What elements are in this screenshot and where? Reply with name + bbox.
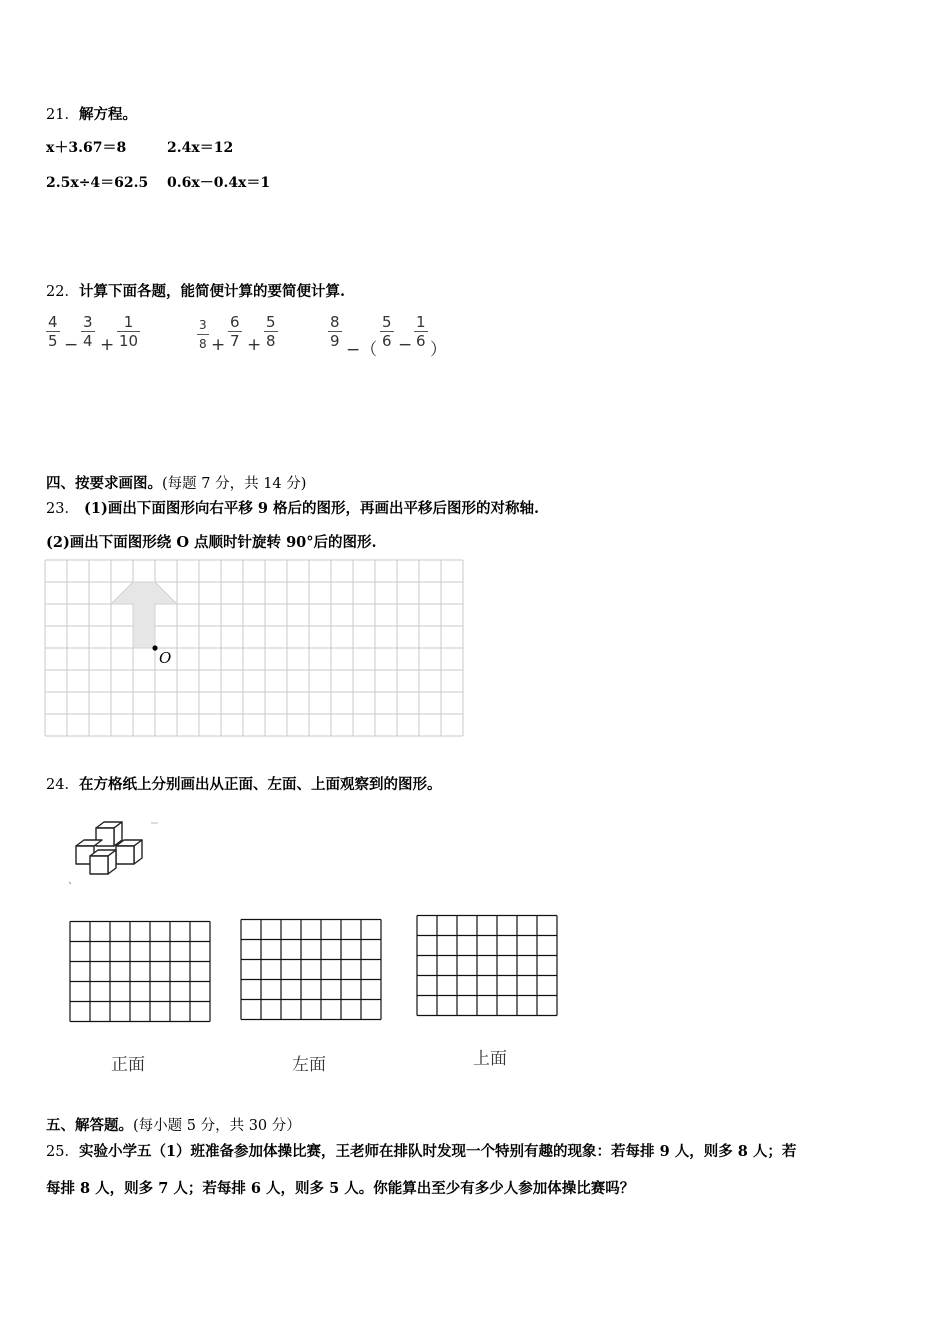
q25-number: 25． [46, 1144, 79, 1160]
q24-number: 24． [46, 777, 79, 793]
q22-e3-op2: − [398, 335, 413, 355]
cube-figure [66, 820, 162, 890]
label-top: 上面 [473, 1049, 507, 1069]
numerator: 8 [330, 313, 340, 331]
point-o-label: O [159, 649, 172, 667]
grid-front [69, 920, 212, 1043]
grid-top [416, 914, 559, 1037]
q23-part2: (2)画出下面图形绕 O 点顺时针旋转 90°后的图形. [46, 534, 377, 551]
q22-e1-op2: + [100, 335, 115, 355]
arrow-shape [111, 582, 177, 648]
denominator: 9 [330, 332, 340, 350]
q22-e2-frac1 [197, 316, 209, 353]
q25-line1-text: 实验小学五（1）班准备参加体操比赛，王老师在排队时发现一个特别有趣的现象：若每排 9 人，则多 8 人；若 [78, 1143, 797, 1160]
numerator: 5 [266, 313, 276, 331]
numerator: 5 [382, 313, 392, 331]
section5-heading [46, 1114, 301, 1135]
numerator: 3 [83, 313, 93, 331]
q23-part1-text: (1)画出下面图形向右平移 9 格后的图形，再画出平移后图形的对称轴. [84, 500, 540, 517]
q23-grid [44, 559, 466, 739]
q22-e3-op1: −（ [346, 340, 378, 360]
q22-e1-frac2 [81, 313, 95, 350]
q21-heading [46, 103, 137, 124]
q22-e3-frac1 [328, 313, 342, 350]
q22-e3-frac2 [380, 313, 394, 350]
grid-left [240, 918, 383, 1041]
section4-title: 四、按要求画图。 [46, 475, 162, 492]
q22-e1-op1: − [64, 335, 79, 355]
q22-e2-op1: + [211, 335, 226, 355]
point-o [152, 645, 157, 650]
section5-title: 五、解答题。 [46, 1117, 133, 1134]
numerator: 1 [123, 313, 134, 331]
denominator: 6 [416, 332, 426, 350]
q22-number: 22． [46, 284, 79, 300]
q22-e1-frac3 [117, 313, 140, 350]
section4-points: (每题 7 分，共 14 分) [162, 476, 307, 492]
q21-eq2: 2.4x＝12 [167, 140, 234, 156]
denominator: 8 [266, 332, 276, 350]
numerator: 1 [416, 313, 426, 331]
label-left: 左面 [292, 1055, 326, 1075]
q21-eq3: 2.5x÷4＝62.5 [46, 175, 149, 191]
q22-e2-frac3 [264, 313, 278, 350]
denominator: 10 [119, 332, 139, 350]
q25-line1 [46, 1140, 796, 1161]
numerator: 4 [48, 313, 58, 331]
q23-part1 [46, 497, 539, 518]
q22-e2-frac2 [228, 313, 242, 350]
q21-eq4: 0.6x－0.4x＝1 [167, 175, 271, 191]
denominator: 8 [197, 334, 209, 353]
denominator: 5 [48, 332, 58, 350]
q21-number: 21． [46, 107, 79, 123]
q22-title: 计算下面各题，能简便计算的要简便计算. [78, 283, 345, 300]
numerator: 6 [230, 313, 240, 331]
q22-heading [46, 280, 345, 301]
denominator: 7 [230, 332, 240, 350]
q22-e3-close: ） [430, 340, 447, 360]
label-front: 正面 [111, 1055, 145, 1075]
denominator: 6 [382, 332, 392, 350]
q21-title: 解方程。 [78, 106, 137, 123]
section4-heading [46, 472, 306, 493]
q23-number: 23． [46, 501, 79, 517]
numerator: 3 [199, 318, 207, 332]
section5-points: (每小题 5 分，共 30 分） [133, 1118, 301, 1134]
q24-heading [46, 773, 441, 794]
q22-e3-frac3 [414, 313, 428, 350]
q21-eq1: x＋3.67＝8 [46, 140, 127, 156]
q25-line2: 每排 8 人，则多 7 人；若每排 6 人，则多 5 人。你能算出至少有多少人参加体操比赛吗？ [46, 1180, 635, 1197]
q22-e2-op2: + [247, 335, 262, 355]
q24-title: 在方格纸上分别画出从正面、左面、上面观察到的图形。 [78, 776, 442, 793]
denominator: 4 [83, 332, 93, 350]
q22-e1-frac1 [46, 313, 60, 350]
